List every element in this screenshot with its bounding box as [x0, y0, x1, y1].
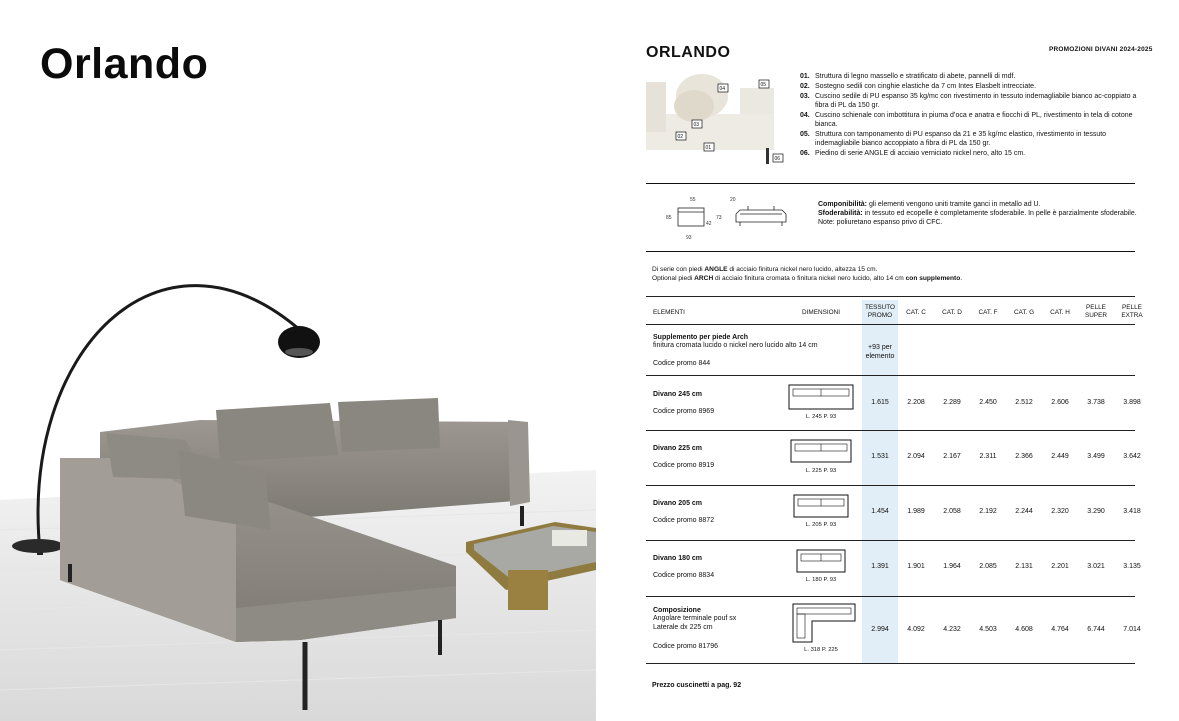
- cell-comp-g: 4.608: [1015, 626, 1033, 633]
- cell-180-f: 2.085: [979, 563, 997, 570]
- cell-225-extra: 3.642: [1123, 453, 1141, 460]
- cell-205-g: 2.244: [1015, 508, 1033, 515]
- dim-85: 85: [666, 215, 672, 221]
- cell-comp-h: 4.764: [1051, 626, 1069, 633]
- sofa-photo: [0, 230, 596, 721]
- header-tessuto-promo: TESSUTO PROMO: [864, 304, 896, 319]
- header-dimensioni: DIMENSIONI: [802, 309, 840, 316]
- row-code-205: Codice promo 8872: [653, 517, 715, 524]
- compatibility-notes: Componibilità: gli elementi vengono uniti tramite ganci in metallo ad U. Sfoderabilità: in tessuto ed ecopelle è completamente sfoderabile. In pelle è parzialmente sfoderabile. Note: poliuretano espanso privo di CFC.: [818, 201, 1137, 226]
- cell-180-super: 3.021: [1087, 563, 1105, 570]
- sofa-icon-245: [788, 384, 854, 410]
- cell-245-c: 2.208: [907, 399, 925, 406]
- cell-225-c: 2.094: [907, 453, 925, 460]
- sofa-icon-composition: [792, 603, 856, 643]
- row-line: [646, 430, 1135, 431]
- product-name: ORLANDO: [646, 44, 731, 61]
- row-line: [646, 596, 1135, 597]
- cell-205-d: 2.058: [943, 508, 961, 515]
- cell-245-extra: 3.898: [1123, 399, 1141, 406]
- cell-180-d: 1.964: [943, 563, 961, 570]
- composition-name: Composizione: [653, 607, 701, 614]
- cell-245-promo: 1.615: [871, 399, 889, 406]
- cell-225-f: 2.311: [979, 453, 997, 460]
- header-cat-c: CAT. C: [906, 309, 926, 316]
- feature-item: 02. Sostegno sedili con cinghie elastiche da 7 cm Intes Elasbelt intrecciate.: [800, 83, 1037, 90]
- cell-comp-c: 4.092: [907, 626, 925, 633]
- feature-item: 06. Piedino di serie ANGLE di acciaio verniciato nickel nero, alto 15 cm.: [800, 150, 1026, 157]
- header-cat-h: CAT. H: [1050, 309, 1070, 316]
- sofa-icon-205: [793, 494, 849, 518]
- divider: [646, 183, 1135, 184]
- cell-225-d: 2.167: [943, 453, 961, 460]
- row-line: [646, 375, 1135, 376]
- cell-comp-f: 4.503: [979, 626, 997, 633]
- cell-180-g: 2.131: [1015, 563, 1033, 570]
- supplement-name: Supplemento per piede Arch: [653, 334, 749, 341]
- supplement-desc: finitura cromata lucido o nickel nero lucido alto 14 cm: [653, 342, 818, 349]
- table-bottom-line: [646, 663, 1135, 664]
- row-line: [646, 485, 1135, 486]
- row-dim-245: L. 245 P. 93: [805, 414, 837, 420]
- cell-180-extra: 3.135: [1123, 563, 1141, 570]
- row-dim-205: L. 205 P. 93: [805, 522, 837, 528]
- header-pelle-extra: PELLE EXTRA: [1121, 304, 1143, 319]
- spec-label-03: 03: [693, 122, 700, 128]
- cell-180-promo: 1.391: [871, 563, 889, 570]
- page-title: Orlando: [40, 40, 209, 88]
- dim-42: 42: [706, 221, 712, 227]
- cell-180-h: 2.201: [1051, 563, 1069, 570]
- cell-205-extra: 3.418: [1123, 508, 1141, 515]
- cell-180-c: 1.901: [907, 563, 925, 570]
- promo-header: PROMOZIONI DIVANI 2024-2025: [1049, 46, 1153, 53]
- feature-list: [800, 72, 1145, 159]
- spec-label-04: 04: [719, 86, 726, 92]
- cell-245-h: 2.606: [1051, 399, 1069, 406]
- cell-205-c: 1.989: [907, 508, 925, 515]
- feature-item: 01. Struttura di legno massello e stratificato di abete, pannelli di mdf.: [800, 73, 1016, 80]
- header-line: [646, 324, 1135, 325]
- row-name-245: Divano 245 cm: [653, 391, 703, 398]
- footer-note: Prezzo cuscinetti a pag. 92: [652, 682, 742, 689]
- feature-item: 03. Cuscino sedile di PU espanso 35 kg/mc con rivestimento in tessuto indemagliabile bianco ac-coppiato a fibra di PL da 150 gr.: [800, 93, 1137, 109]
- right-page: [596, 0, 1179, 721]
- cell-205-h: 2.320: [1051, 508, 1069, 515]
- cell-205-f: 2.192: [979, 508, 997, 515]
- cell-245-super: 3.738: [1087, 399, 1105, 406]
- sofa-icon-180: [796, 549, 846, 573]
- supplement-promo: +93 per elemento: [865, 344, 895, 360]
- cell-225-super: 3.499: [1087, 453, 1105, 460]
- cell-205-super: 3.290: [1087, 508, 1105, 515]
- row-name-225: Divano 225 cm: [653, 445, 703, 452]
- spec-label-06: 06: [774, 156, 781, 162]
- feature-item: 04. Cuscino schienale con imbottitura in piuma d’oca e anatra e fiocchi di PL, rivestimento in tela di cotone bianca.: [800, 112, 1133, 128]
- composition-desc-2: Laterale dx 225 cm: [653, 624, 713, 631]
- row-dim-225: L. 225 P. 93: [805, 468, 837, 474]
- cell-245-d: 2.289: [943, 399, 961, 406]
- header-cat-f: CAT. F: [978, 309, 998, 316]
- dim-55: 55: [690, 197, 696, 203]
- row-dim-180: L. 180 P. 93: [805, 577, 837, 583]
- cell-comp-promo: 2.994: [871, 626, 889, 633]
- row-code-180: Codice promo 8834: [653, 572, 715, 579]
- cell-225-promo: 1.531: [871, 453, 889, 460]
- sofa-icon-225: [790, 439, 852, 463]
- cell-comp-d: 4.232: [943, 626, 961, 633]
- table-top-line: [646, 296, 1135, 297]
- dim-73: 73: [716, 215, 722, 221]
- spec-label-02: 02: [677, 134, 684, 140]
- divider: [646, 251, 1135, 252]
- row-name-180: Divano 180 cm: [653, 555, 703, 562]
- dim-20: 20: [730, 197, 736, 203]
- spec-label-05: 05: [760, 82, 767, 88]
- cell-245-f: 2.450: [979, 399, 997, 406]
- spec-label-01: 01: [705, 145, 712, 151]
- row-code-225: Codice promo 8919: [653, 462, 715, 469]
- cell-225-g: 2.366: [1015, 453, 1033, 460]
- cell-245-g: 2.512: [1015, 399, 1033, 406]
- supplement-code: Codice promo 844: [653, 360, 711, 367]
- row-name-205: Divano 205 cm: [653, 500, 703, 507]
- dimension-drawing: [666, 192, 796, 242]
- cell-comp-extra: 7.014: [1123, 626, 1141, 633]
- header-cat-d: CAT. D: [942, 309, 962, 316]
- row-line: [646, 540, 1135, 541]
- feet-notes: Di serie con piedi ANGLE di acciaio finitura nickel nero lucido, altezza 15 cm. Optional piedi ARCH di acciaio finitura cromata o finitura nickel nero lucido, alto 14 cm con supplemento.: [652, 266, 963, 282]
- cell-comp-super: 6.744: [1087, 626, 1105, 633]
- cell-225-h: 2.449: [1051, 453, 1069, 460]
- dim-93: 93: [686, 235, 692, 241]
- header-pelle-super: PELLE SUPER: [1084, 304, 1108, 319]
- composition-code: Codice promo 81796: [653, 643, 718, 650]
- cell-205-promo: 1.454: [871, 508, 889, 515]
- row-code-245: Codice promo 8969: [653, 408, 715, 415]
- composition-dim: L. 318 P. 225: [804, 647, 838, 653]
- header-cat-g: CAT. G: [1013, 309, 1035, 316]
- feature-item: 05. Struttura con tamponamento di PU espanso da 21 e 35 kg/mc elastico, rivestimento in tessuto indemagliabile bianco accoppiato a fibra di PL da 150 gr.: [800, 131, 1107, 147]
- composition-desc-1: Angolare terminale pouf sx: [653, 615, 737, 622]
- header-elementi: ELEMENTI: [653, 309, 685, 316]
- spec-illustration: [646, 70, 790, 166]
